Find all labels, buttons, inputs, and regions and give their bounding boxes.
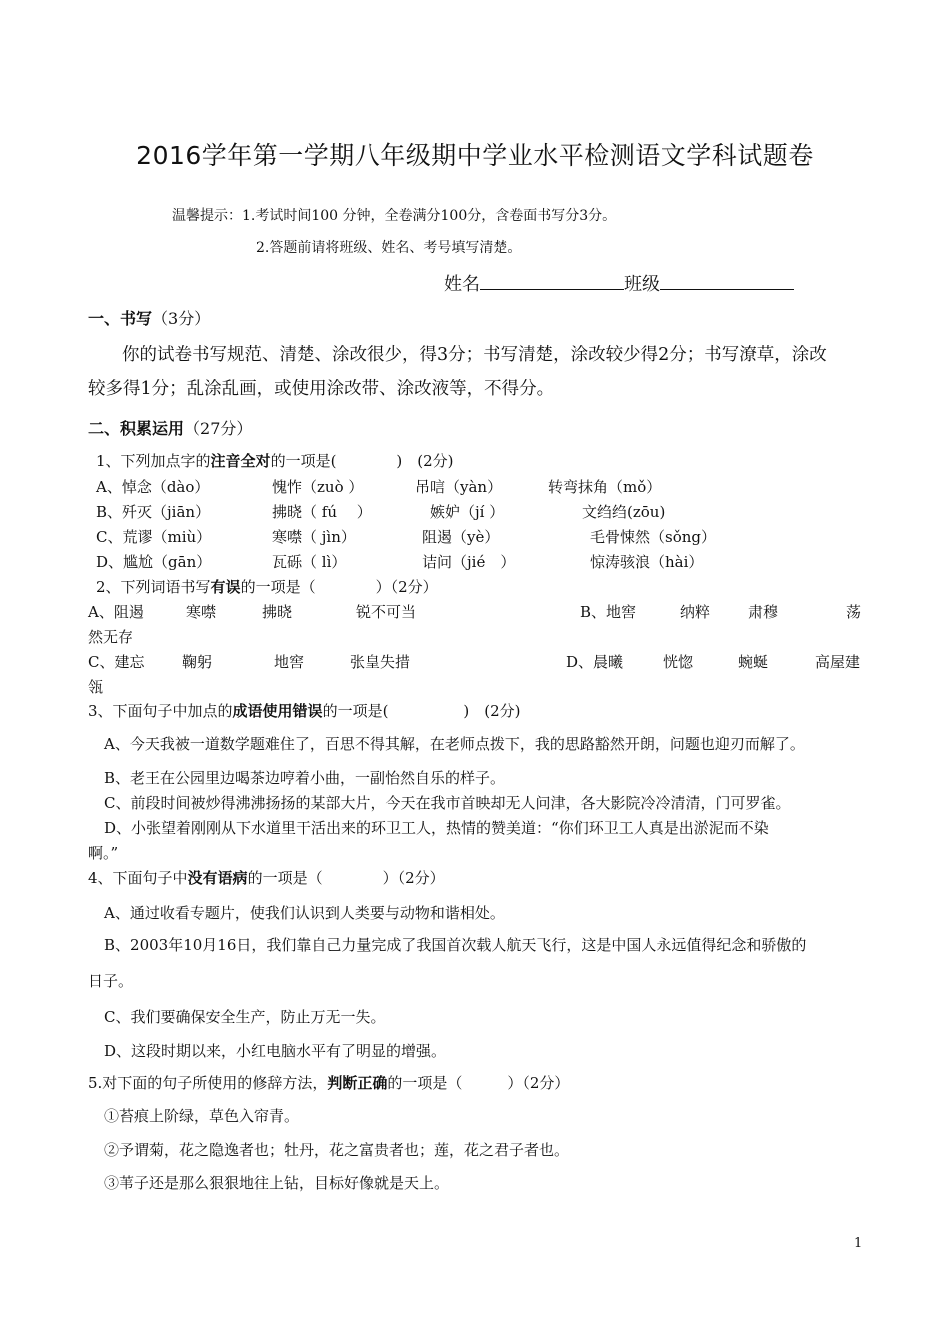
- q1-row-c-3: 阻遏（yè）: [422, 528, 500, 546]
- q2-b-1: B、地窖: [580, 603, 637, 621]
- question-4-stem: [88, 867, 445, 888]
- q2-d-4: 高屋建: [815, 653, 861, 671]
- name-blank[interactable]: [480, 271, 624, 290]
- q1-prefix: 1、下列加点字的: [96, 452, 211, 470]
- section-2-heading: [88, 416, 252, 439]
- q2-d-wrap: 瓴: [88, 678, 104, 696]
- q4-option-b-line-1: B、2003年10月16日，我们靠自己力量完成了我国首次载人航天飞行，这是中国人永远值得纪念和骄傲的: [104, 936, 807, 954]
- q4-suffix: 的一项是（ ）（2分）: [247, 869, 445, 887]
- q3-option-c: C、前段时间被炒得沸沸扬扬的某部大片，今天在我市首映却无人问津，各大影院冷冷清清，门可罗雀。: [104, 794, 791, 812]
- q3-option-d-line-1: D、小张望着刚刚从下水道里干活出来的环卫工人，热情的赞美道：“你们环卫工人真是出淤泥而不染: [104, 819, 769, 837]
- q1-row-b-1: B、歼灭（jiān）: [96, 503, 211, 521]
- section-1-score: （3分）: [152, 309, 211, 328]
- q1-row-a-1: A、悼念（dào）: [96, 478, 210, 496]
- q4-option-a: A、通过收看专题片，使我们认识到人类要与动物和谐相处。: [104, 904, 505, 922]
- q1-row-b-4: 文绉绉(zōu): [582, 503, 666, 521]
- q5-prefix: 5.对下面的句子所使用的修辞方法，: [88, 1074, 328, 1092]
- q2-c-1: C、建忘: [88, 653, 145, 671]
- q1-row-c-4: 毛骨悚然（sǒng）: [590, 528, 716, 546]
- q2-suffix: 的一项是（ ）（2分）: [240, 578, 438, 596]
- q2-b-2: 纳粹: [680, 603, 711, 621]
- q1-row-d-1: D、尴尬（gān）: [96, 553, 212, 571]
- tip-line-1: 温馨提示：1.考试时间100 分钟，全卷满分100分，含卷面书写分3分。: [172, 208, 617, 224]
- q4-keyword: 没有语病: [187, 869, 248, 887]
- section-1-para-line-2: 较多得1分；乱涂乱画，或使用涂改带、涂改液等，不得分。: [88, 379, 555, 399]
- q4-option-b-line-2: 日子。: [88, 972, 134, 990]
- q1-row-a-4: 转弯抹角（mǒ）: [548, 478, 662, 496]
- q3-option-b: B、老王在公园里边喝茶边哼着小曲，一副怡然自乐的样子。: [104, 769, 506, 787]
- q1-row-a-2: 愧怍（zuò ）: [272, 478, 364, 496]
- question-2-stem: [96, 576, 438, 597]
- q5-keyword: 判断正确: [327, 1074, 388, 1092]
- q5-sentence-2: ②予谓菊，花之隐逸者也；牡丹，花之富贵者也；莲，花之君子者也。: [104, 1141, 570, 1159]
- q1-row-b-2: 拂晓（ fú ）: [272, 503, 372, 521]
- q2-b-3: 肃穆: [748, 603, 779, 621]
- name-label: 姓名: [444, 274, 480, 295]
- q3-option-d-line-2: 啊。”: [88, 844, 119, 862]
- class-label: 班级: [624, 274, 660, 295]
- q2-d-3: 蜿蜒: [738, 653, 769, 671]
- q3-suffix: 的一项是( ) (2分): [322, 702, 521, 720]
- q2-a-2: 寒噤: [186, 603, 217, 621]
- q2-c-3: 地窖: [274, 653, 305, 671]
- q2-a-1: A、阻遏: [88, 603, 144, 621]
- class-blank[interactable]: [660, 271, 794, 290]
- q1-keyword: 注音全对: [210, 452, 271, 470]
- q5-suffix: 的一项是（ ）（2分）: [387, 1074, 570, 1092]
- q1-row-c-1: C、荒谬（miù）: [96, 528, 212, 546]
- q1-row-c-2: 寒噤（ jìn）: [272, 528, 356, 546]
- q2-b-wrap: 然无存: [88, 628, 134, 646]
- exam-title: 2016学年第一学期八年级期中学业水平检测语文学科试题卷: [136, 141, 814, 170]
- q2-b-4: 荡: [846, 603, 862, 621]
- section-2-title: 二、积累运用: [88, 419, 185, 438]
- q3-prefix: 3、下面句子中加点的: [88, 702, 233, 720]
- q4-prefix: 4、下面句子中: [88, 869, 188, 887]
- question-1-stem: [96, 450, 454, 471]
- q2-c-4: 张皇失措: [350, 653, 411, 671]
- question-5-stem: [88, 1072, 569, 1093]
- tip-line-2: 2.答题前请将班级、姓名、考号填写清楚。: [256, 240, 522, 256]
- section-1-heading: [88, 306, 210, 329]
- q2-keyword: 有误: [210, 578, 241, 596]
- q4-option-d: D、这段时期以来，小红电脑水平有了明显的增强。: [104, 1042, 447, 1060]
- q4-option-c: C、我们要确保安全生产，防止万无一失。: [104, 1008, 386, 1026]
- q2-a-4: 锐不可当: [356, 603, 417, 621]
- q2-c-2: 鞠躬: [182, 653, 213, 671]
- q2-d-1: D、晨曦: [566, 653, 624, 671]
- q1-row-d-4: 惊涛骇浪（hài）: [590, 553, 704, 571]
- q3-option-a: A、今天我被一道数学题难住了，百思不得其解，在老师点拨下，我的思路豁然开朗，问题也迎刃而解了。: [104, 735, 805, 753]
- q5-sentence-3: ③苇子还是那么狠狠地往上钻，目标好像就是天上。: [104, 1174, 450, 1192]
- student-info-fields: [444, 270, 794, 296]
- section-1-title: 一、书写: [88, 309, 153, 328]
- q1-row-d-3: 诘问（jié ）: [422, 553, 516, 571]
- question-3-stem: [88, 700, 521, 721]
- q1-row-b-3: 嫉妒（jí ）: [430, 503, 505, 521]
- section-2-score: （27分）: [184, 419, 253, 438]
- q1-row-d-2: 瓦砾（ lì）: [272, 553, 347, 571]
- section-1-para-line-1: 你的试卷书写规范、清楚、涂改很少，得3分；书写清楚，涂改较少得2分；书写潦草，涂改: [122, 345, 827, 365]
- q1-row-a-3: 吊唁（yàn）: [415, 478, 503, 496]
- q5-sentence-1: ①苔痕上阶绿，草色入帘青。: [104, 1107, 300, 1125]
- q2-a-3: 拂晓: [262, 603, 293, 621]
- q1-suffix: 的一项是( ) (2分): [270, 452, 454, 470]
- q3-keyword: 成语使用错误: [232, 702, 323, 720]
- q2-d-2: 恍惚: [663, 653, 694, 671]
- q2-prefix: 2、下列词语书写: [96, 578, 211, 596]
- page-number: 1: [854, 1236, 863, 1251]
